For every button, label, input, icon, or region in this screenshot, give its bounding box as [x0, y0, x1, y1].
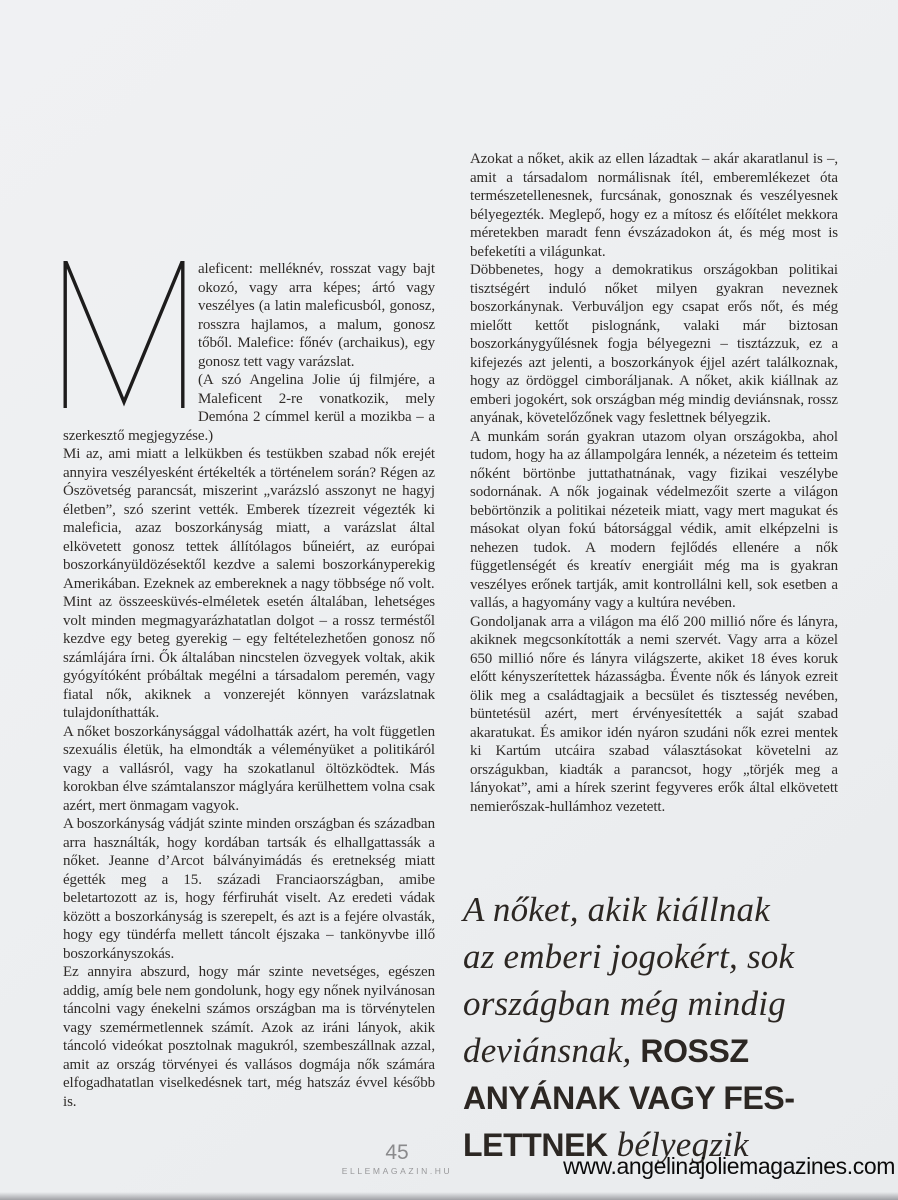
pull-quote-line: [463, 1078, 883, 1125]
paragraph-absurd-dancing: Ez annyira abszurd, hogy már szinte nevetséges, egészen addig, amíg bele nem gondolunk, hogy egy nőnek nyilvánosan táncolni vagy énekelni számos országban ma is törvénytelen vagy szemérmetlennek számít. Azok az iráni lányok, akik táncoló videókat posztolnak magukról, szembeszállnak azzal, amit az ország törvényei és vallásos dogmája nők számára elfogadhatatlan viselkedésnek tart, még hatszáz évvel később is.: [63, 964, 435, 1110]
pull-quote-line: [463, 890, 883, 937]
page-footer: [317, 1141, 477, 1176]
paragraph-conspiracy: Mint az összeesküvés-elméletek esetén általában, lehetséges volt minden megmagyarázhatatlan dolgot – a rossz terméstől kezdve egy beteg gyerekig – egy feltételezhetően gonosz nő számlájára írni. Ők általában nincstelen özvegyek voltak, akik gyógyítóként próbáltak megélni a társadalom peremén, vagy fiatal nők, akiknek a vonzerejét könnyen varázslatnak tulajdoníthatták.: [63, 594, 435, 721]
paragraph-politics-witch-label: Döbbenetes, hogy a demokratikus országokban politikai tisztségért induló nőket milyen gyakran neveznek boszorkánynak. Verbuváljon egy csapat erős nőt, és még mielőtt kettőt pislognánk, valaki már biztosan boszorkánygyűlésnek fogja bélyegezni – tisztázzuk, ez a kifejezés azt jelenti, a boszorkányok éjjel azért találkoznak, hogy az ördöggel cimboráljanak. A nőket, akik kiállnak az emberi jogokért, sok országban még mindig deviánsnak, rossz anyának, követelőzőnek vagy feslettnek bélyegzik.: [470, 262, 838, 426]
scan-bottom-edge: [0, 1192, 898, 1200]
pull-quote: [463, 890, 883, 1172]
pull-quote-italic-text: deviánsnak,: [463, 1031, 641, 1070]
paragraph-accusations: A nőket boszorkánysággal vádolhatták azért, ha volt független szexuális életük, ha elmondták a véleményüket a politikáról vagy a vallásról, vagy ha szokatlanul öltözködtek. Más korokban élve számtalanszor máglyára kerülhettem volna csak azért, mert önmagam vagyok.: [63, 723, 435, 814]
pull-quote-caps-text: LETTNEK: [463, 1127, 608, 1163]
pull-quote-italic-text: A nőket, akik kiállnak: [463, 890, 770, 929]
paragraph-statistics-sudan: Gondoljanak arra a világon ma élő 200 millió nőre és lányra, akiknek megcsonkították a nemi szervét. Vagy arra a közel 650 millió nőre és lányra világszerte, akiket 18 éves koruk előtt kényszerítettek házasságba. Évente nők és lányok ezreit ölik meg a családtagjaik a becsület és tisztesség nevében, büntetésül azért, mert érvényesítették a saját szabad akaratukat. És amikor idén nyáron szudáni nők ezrei mentek ki Kartúm utcáira szabad választásokat követelni az országukban, kiadták a parancsot, hogy „törjék meg a lányokat”, ami a hírek szerint fegyveres erők által elkövetett nemierőszak-hullámhoz vezetett.: [470, 613, 838, 815]
paragraph-jeanne-darc: A boszorkányság vádját szinte minden országban és században arra használták, hogy kordában tartsák és elhallgattassák a nőket. Jeanne d’Arcot bálványimádás és eretnekség miatt égették meg a 15. századi Franciaországban, amibe beletartozott az is, hogy férfiruhát viselt. Az eredeti vádak között a boszorkányság is szerepelt, és azt is a fejére olvasták, hogy egy tündérfa mellett táncolt éjszaka – tankönyvbe illő boszorkányszokás.: [63, 816, 435, 962]
paragraph-editor-note: (A szó Angelina Jolie új filmjére, a Maleficent 2-re vonatkozik, mely Demóna 2 címmel kerül a mozikba – a szerkesztő megjegyzése.): [63, 372, 435, 444]
magazine-site-label: ELLEMAGAZIN.HU: [341, 1166, 453, 1176]
drop-cap-letter-m: [63, 261, 185, 409]
page-number: 45: [385, 1141, 409, 1164]
pull-quote-caps-text: ANYÁNAK VAGY FES-: [463, 1080, 795, 1116]
pull-quote-line: [463, 1031, 883, 1078]
pull-quote-italic-text: országban még mindig: [463, 984, 786, 1023]
paragraph-rebel-women: Azokat a nőket, akik az ellen lázadtak – akár akaratlanul is –, amit a társadalom normálisnak ítél, emberemlékezet óta természetellenesnek, furcsának, gonosznak és veszélyesnek bélyegezték. Meglepő, hogy ez a mítosz és előítélet mekkora méretekben maradt fenn évszázadokon át, és még most is befeketíti a világunkat.: [470, 151, 838, 260]
pull-quote-line: [463, 984, 883, 1031]
pull-quote-italic-text: bélyegzik: [607, 1125, 749, 1164]
pull-quote-italic-text: az emberi jogokért, sok: [463, 937, 795, 976]
article-right-column: [470, 150, 838, 850]
pull-quote-caps-text: ROSSZ: [640, 1033, 749, 1069]
paragraph-travel-rights-defenders: A munkám során gyakran utazom olyan országokba, ahol tudom, hogy ha az állampolgára lennék, a nézeteim és tetteim nőként börtönbe juttathatnának, vagy fizikai veszélybe sodornának. A nők jogainak védelmezőit szerte a világon bebörtönzik a politikai nézeteik miatt, vagy mert magukat és másokat olyan fokú bátorsággal védik, amit elképzelni is nehezen tudok. A modern fejlődés ellenére a nők függetlenségét és kreatív energiáit még ma is gyakran veszélyes erőnek tartják, amit kontrollálni kell, sok esetben a vallás, a hagyomány vagy a kultúra nevében.: [470, 428, 838, 611]
drop-cap-m-glyph: [63, 261, 185, 409]
paragraph-maleficent-definition: aleficent: melléknév, rosszat vagy bajt okozó, vagy arra képes; ártó vagy veszélyes (a latin maleficusból, gonosz, rosszra hajlamos, a malum, gonosz tőből. Malefice: főnév (archaikus), egy gonosz tett vagy varázslat.: [198, 261, 435, 370]
paragraph-history-witches: Mi az, ami miatt a lelkükben és testükben szabad nők erejét annyira veszélyesként értékelték a történelem során? Régen az Ószövetség parancsát, miszerint „varázsló asszonyt ne hagyj életben”, szó szerint vették. Emberek tízezreit végezték ki maleficia, azaz boszorkányság miatt, a varázslat által elkövetett gonosz tettek állítólagos bűneiért, az európai boszorkányüldözésektől kezdve a salemi boszorkányperekig Amerikában. Ezeknek az embereknek a nagy többsége nő volt.: [63, 446, 435, 592]
article-left-column: [63, 260, 435, 1134]
watermark-url: www.angelinajoliemagazines.com: [563, 1153, 895, 1179]
pull-quote-line: [463, 937, 883, 984]
